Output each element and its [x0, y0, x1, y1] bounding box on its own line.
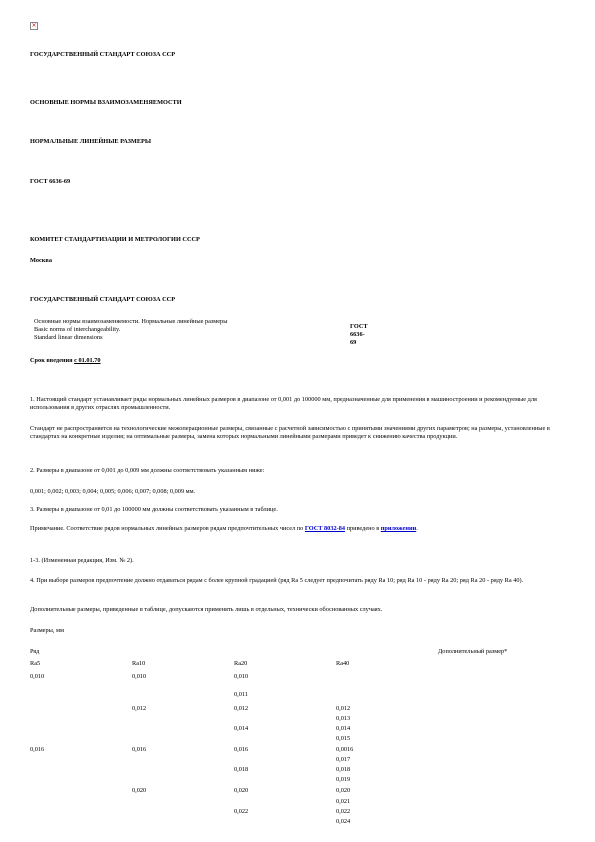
column-ra10: Ra10 [132, 660, 146, 667]
table-cell: 0,012 [132, 705, 147, 712]
paragraph-4: 0,001; 0,002; 0,003; 0,004; 0,005; 0,006; 0,007; 0,008; 0,009 мм. [30, 488, 196, 495]
paragraph-8: 4. При выборе размеров предпочтение должно отдаваться рядам с более крупной градацией (ряд Ra 5 следует предпочитать ряду Ra 10; ряд Ra 10 - ряду Ra 20; ряд Ra 20 - ряду Ra 40). [30, 577, 524, 584]
table-cell: 0,014 [336, 725, 351, 732]
paragraph-3: 2. Размеры в диапазоне от 0,001 до 0,009 мм должны соответствовать указанным ниже: [30, 467, 265, 474]
header-title-ru: Основные нормы взаимозаменяемости. Нормальные линейные размеры [34, 318, 228, 325]
broken-image-icon: × [31, 22, 37, 29]
table-cell: 0,019 [336, 776, 351, 783]
paragraph-5: 3. Размеры в диапазоне от 0,01 до 100000 мм должны соответствовать указанным в таблице. [30, 506, 278, 513]
table-cell: 0,016 [30, 746, 45, 753]
note-text-2: приведено в [345, 525, 381, 532]
table-cell: 0,022 [336, 808, 351, 815]
note-text-1: Примечание. Соответствие рядов нормальных линейных размеров рядам предпочтительных чисел по [30, 525, 305, 532]
state-standard-title: ГОСУДАРСТВЕННЫЙ СТАНДАРТ СОЮЗА ССР [30, 51, 176, 58]
city-label: Москва [30, 257, 52, 264]
table-cell: 0,010 [30, 673, 45, 680]
paragraph-2: Стандарт не распространяется на технологические межоперационные размеры, связанные с расчетной зависимостью с принятыми значениями других параметров; на размеры, установленные в стандартах на конкретные изделия; на оптимальные размеры, замена которых нормальными линейными размерами приведет к снижению качества продукции. [30, 425, 550, 440]
header-table-left [34, 318, 354, 342]
table-cell: 0,013 [336, 715, 351, 722]
note-text-3: . [416, 525, 418, 532]
header-gost-label: ГОСТ [350, 323, 368, 330]
header-table-right [350, 323, 368, 347]
table-cell: 0,012 [234, 705, 249, 712]
column-ra5: Ra5 [30, 660, 41, 667]
table-cell: 0,020 [234, 787, 249, 794]
intro-date-value: с 01.01.70 [74, 357, 101, 364]
table-cell: 0,020 [336, 787, 351, 794]
intro-date [30, 357, 101, 365]
table-cell: 0,012 [336, 705, 351, 712]
appendix-link[interactable]: приложении [380, 525, 417, 532]
gost-8032-link[interactable]: ГОСТ 8032-84 [304, 525, 346, 532]
paragraph-1: 1. Настоящий стандарт устанавливает ряды нормальных линейных размеров в диапазоне от 0,001 до 100000 мм, предназначенные для применения в машиностроении и рекомендуемые для использования в других отраслях промышленности. [30, 396, 537, 411]
table-cell: 0,018 [234, 766, 249, 773]
table-cell: 0,022 [234, 808, 249, 815]
table-cell: 0,016 [234, 746, 249, 753]
paragraph-7: 1-3. (Измененная редакция, Изм. № 2). [30, 557, 134, 564]
header-title-en-1: Basic norms of interchangeability. [34, 325, 121, 333]
table-cell: 0,010 [132, 673, 147, 680]
header-title-en-2: Standard linear dimensions [34, 333, 103, 341]
table-cell: 0,016 [132, 746, 147, 753]
table-cell: 0,0016 [336, 746, 354, 753]
table-header-extra: Дополнительный размер* [438, 648, 508, 655]
gost-number-title: ГОСТ 6636-69 [30, 178, 71, 185]
table-cell: 0,018 [336, 766, 351, 773]
table-cell: 0,020 [132, 787, 147, 794]
table-cell: 0,021 [336, 798, 351, 805]
state-standard-title-2: ГОСУДАРСТВЕННЫЙ СТАНДАРТ СОЮЗА ССР [30, 296, 176, 303]
normal-sizes-title: НОРМАЛЬНЫЕ ЛИНЕЙНЫЕ РАЗМЕРЫ [30, 138, 152, 145]
table-cell: 0,010 [234, 673, 249, 680]
paragraph-9: Дополнительные размеры, приведенные в таблице, допускаются применять лишь в отдельных, технически обоснованных случаях. [30, 606, 383, 613]
basic-norms-title: ОСНОВНЫЕ НОРМЫ ВЗАИМОЗАМЕНЯЕМОСТИ [30, 99, 182, 106]
table-cell: 0,017 [336, 756, 351, 763]
table-cell: 0,024 [336, 818, 351, 825]
table-cell: 0,011 [234, 691, 248, 698]
intro-date-label: Срок введения [30, 357, 75, 364]
paragraph-10: Размеры, мм [30, 627, 64, 634]
table-cell: 0,014 [234, 725, 249, 732]
paragraph-6 [30, 525, 565, 533]
header-gost-number: 6636-69 [350, 330, 365, 346]
table-header-row: Ряд [30, 648, 40, 655]
column-ra40: Ra40 [336, 660, 350, 667]
column-ra20: Ra20 [234, 660, 248, 667]
table-cell: 0,015 [336, 735, 351, 742]
committee-title: КОМИТЕТ СТАНДАРТИЗАЦИИ И МЕТРОЛОГИИ СССР [30, 236, 200, 243]
